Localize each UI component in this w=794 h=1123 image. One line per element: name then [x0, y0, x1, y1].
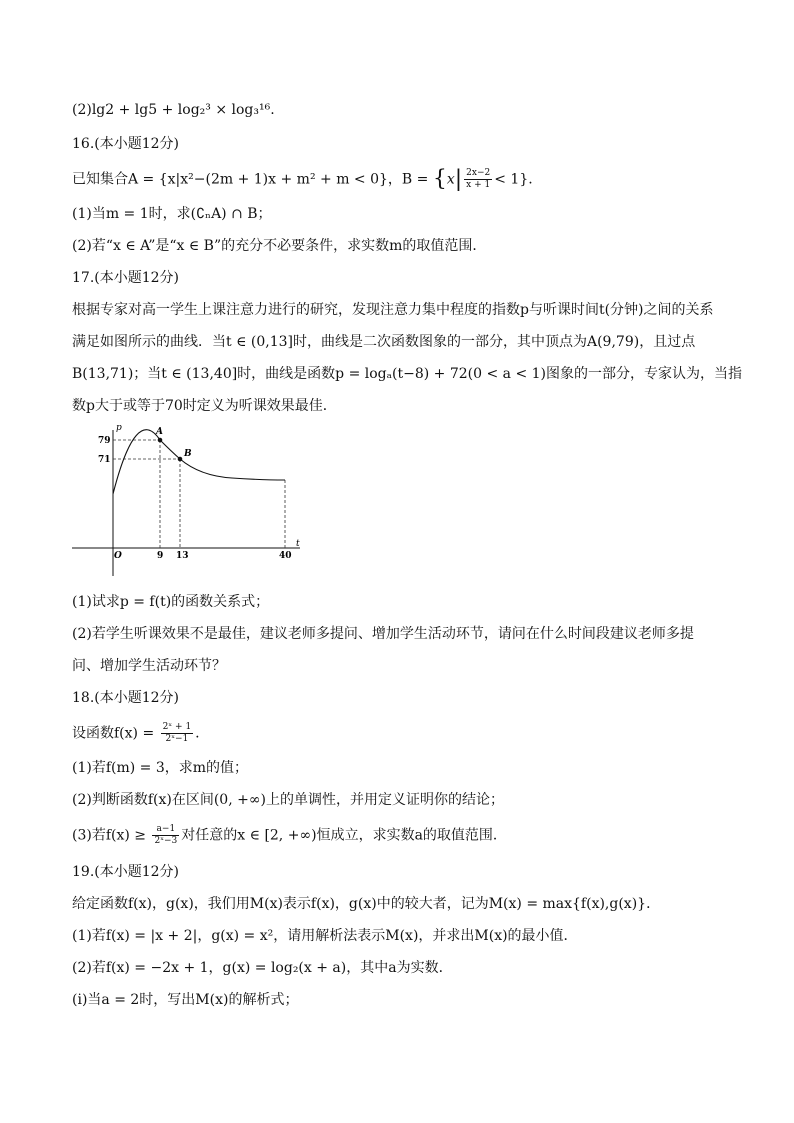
- question-18-part-3: (3)若f(x) ≥ $\frac{a-1}{\text{2ˣ−3}}$ 对任意的x ∈ [2, +∞)恒成立，求实数a的取值范围．: [72, 824, 507, 846]
- question-18-stem: 设函数f(x) = $\frac{\text{2ˣ + 1}}{\text{2ˣ−1}}$ .: [72, 722, 200, 744]
- question-17-part-2-line-2: 问、增加学生活动环节？: [72, 658, 226, 674]
- question-17-part-1: (1)试求p = f(t)的函数关系式；: [72, 594, 270, 610]
- axis-label-p: p: [116, 424, 122, 433]
- attention-curve: [113, 430, 285, 494]
- question-16-stem: 已知集合A = {x|x²−(2m + 1)x + m² + m < 0}，B = {x| $\frac{2x-2}{x + 1}$ < 1}.: [72, 166, 533, 192]
- question-16-part-1: (1)当m = 1时，求(∁ₙA) ∩ B；: [72, 206, 272, 222]
- axis-label-t: t: [296, 539, 300, 549]
- question-17-heading: 17.(本小题12分): [72, 270, 180, 286]
- question-17-line-4: 数p大于或等于70时定义为听课效果最佳．: [72, 398, 337, 414]
- question-19-heading: 19.(本小题12分): [72, 864, 180, 880]
- fraction: $\frac{\text{2ˣ + 1}}{\text{2ˣ−1}}$: [162, 722, 192, 744]
- question-17-line-2: 满足如图所示的曲线．当t ∈ (0,13]时，曲线是二次函数图象的一部分，其中顶点为A(9,79)，且过点: [72, 334, 696, 350]
- fraction: $\frac{a-1}{\text{2ˣ−3}}$: [154, 824, 178, 846]
- label-point-b: B: [184, 449, 192, 459]
- point-b-marker: [178, 457, 183, 462]
- origin-label: O: [114, 551, 122, 561]
- question-17-line-3: B(13,71)；当t ∈ (13,40]时，曲线是函数p = logₐ(t−8) + 72(0 < a < 1)图象的一部分，专家认为，当指: [72, 366, 743, 382]
- y-tick-71: 71: [98, 455, 111, 465]
- x-tick-13: 13: [176, 551, 189, 561]
- question-19-part-1: (1)若f(x) = |x + 2|，g(x) = x²，请用解析法表示M(x)，并求出M(x)的最小值．: [72, 928, 578, 944]
- question-17-part-2-line-1: (2)若学生听课效果不是最佳，建议老师多提问、增加学生活动环节，请问在什么时间段建议老师多提: [72, 626, 694, 642]
- x-tick-9: 9: [157, 551, 164, 561]
- question-18-part-1: (1)若f(m) = 3，求m的值；: [72, 760, 249, 776]
- point-a-marker: [158, 438, 163, 443]
- question-18-heading: 18.(本小题12分): [72, 690, 180, 706]
- y-tick-79: 79: [98, 436, 111, 446]
- question-16-part-2: (2)若“x ∈ A”是“x ∈ B”的充分不必要条件，求实数m的取值范围．: [72, 238, 487, 254]
- fraction: $\frac{2x-2}{x + 1}$: [466, 168, 491, 190]
- x-tick-40: 40: [279, 551, 292, 561]
- question-17-line-1: 根据专家对高一学生上课注意力进行的研究，发现注意力集中程度的指数p与听课时间t(分钟)之间的关系: [72, 302, 714, 318]
- attention-curve-figure: [72, 424, 322, 580]
- question-19-stem: 给定函数f(x)，g(x)，我们用M(x)表示f(x)，g(x)中的较大者，记为M(x) = max{f(x),g(x)}．: [72, 896, 661, 912]
- label-point-a: A: [156, 427, 163, 437]
- question-19-part-2: (2)若f(x) = −2x + 1，g(x) = log₂(x + a)，其中a为实数．: [72, 960, 453, 976]
- question-19-part-2-i: (ⅰ)当a = 2时，写出M(x)的解析式；: [72, 992, 299, 1008]
- question-16-heading: 16.(本小题12分): [72, 136, 180, 152]
- question-15-part-2: (2)lg2 + lg5 + log₂³ × log₃¹⁶.: [72, 102, 275, 118]
- question-18-part-2: (2)判断函数f(x)在区间(0, +∞)上的单调性，并用定义证明你的结论；: [72, 792, 504, 808]
